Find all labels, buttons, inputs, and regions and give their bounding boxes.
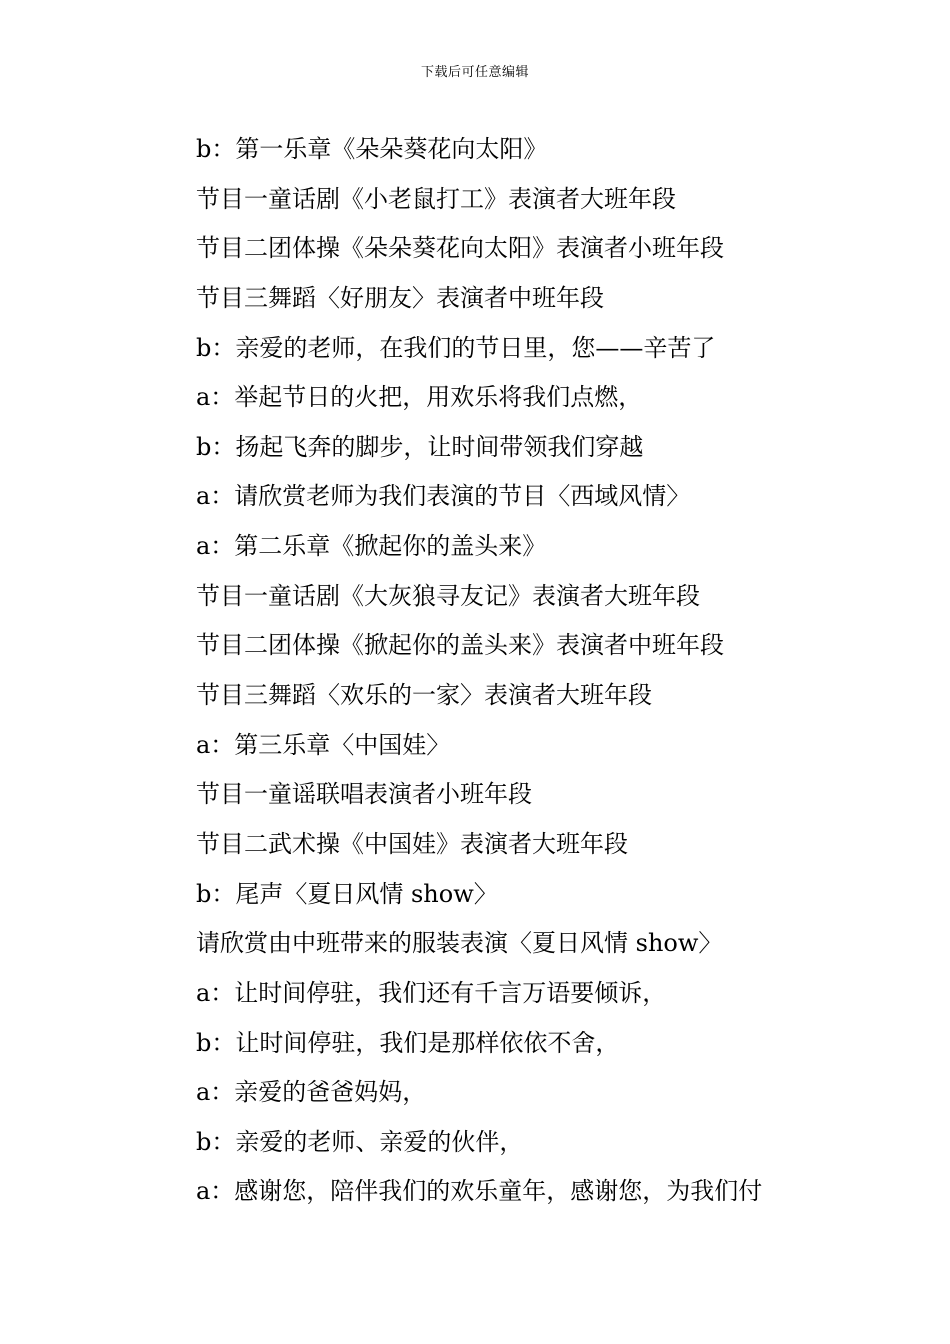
text-line: a：第二乐章《掀起你的盖头来》: [196, 532, 547, 561]
text-line: 请欣赏由中班带来的服装表演〈夏日风情 show〉: [196, 929, 723, 958]
text-line: 节目一童谣联唱表演者小班年段: [196, 780, 532, 809]
text-line: 节目三舞蹈〈好朋友〉表演者中班年段: [196, 283, 604, 312]
text-line: a：让时间停驻，我们还有千言万语要倾诉，: [196, 978, 667, 1007]
text-line: a：举起节日的火把，用欢乐将我们点燃，: [196, 383, 643, 412]
text-line: a：第三乐章〈中国娃〉: [196, 730, 451, 759]
page-header: 下载后可任意编辑: [420, 65, 529, 80]
document-body: [196, 130, 836, 1222]
text-line: 节目一童话剧《小老鼠打工》表演者大班年段: [196, 184, 676, 213]
text-line: a：感谢您，陪伴我们的欢乐童年，感谢您，为我们付: [196, 1177, 763, 1206]
text-line: 节目二团体操《掀起你的盖头来》表演者中班年段: [196, 631, 724, 660]
text-line: 节目三舞蹈〈欢乐的一家〉表演者大班年段: [196, 681, 652, 710]
text-line: b：第一乐章《朵朵葵花向太阳》: [196, 135, 548, 163]
text-line: a：请欣赏老师为我们表演的节目〈西域风情〉: [196, 482, 691, 511]
text-line: 节目一童话剧《大灰狼寻友记》表演者大班年段: [196, 581, 700, 610]
text-line: b：让时间停驻，我们是那样依依不舍，: [196, 1028, 620, 1057]
text-line: b：扬起飞奔的脚步，让时间带领我们穿越: [196, 432, 644, 461]
text-line: 节目二武术操《中国娃》表演者大班年段: [196, 829, 628, 858]
text-line: b：亲爱的老师、亲爱的伙伴，: [196, 1127, 524, 1156]
text-line: a：亲爱的爸爸妈妈，: [196, 1078, 427, 1107]
text-line: 节目二团体操《朵朵葵花向太阳》表演者小班年段: [196, 234, 724, 263]
text-line: b：亲爱的老师，在我们的节日里，您——辛苦了: [196, 333, 716, 362]
text-line: b：尾声〈夏日风情 show〉: [196, 879, 498, 908]
